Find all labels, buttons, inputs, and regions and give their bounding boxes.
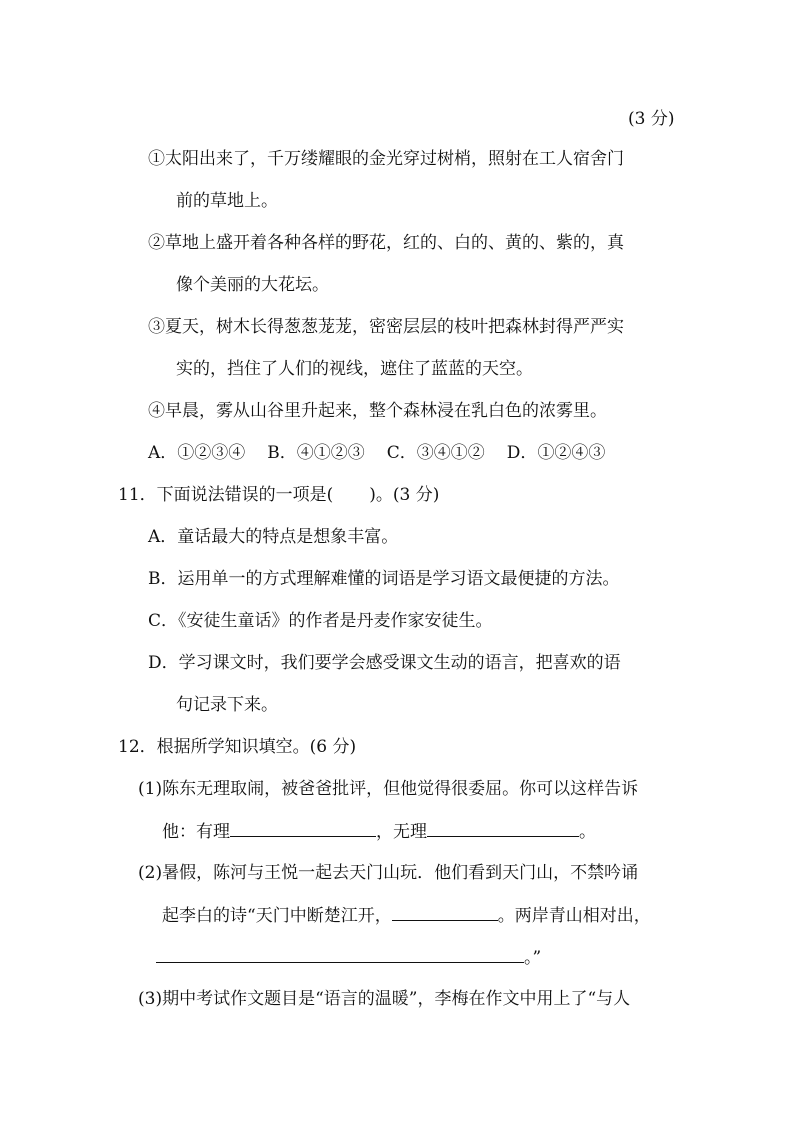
sentence-3-line-2: 实的，挡住了人们的视线，遮住了蓝蓝的天空。: [176, 359, 533, 379]
q11-number: 11．: [118, 485, 157, 505]
q11-option-b[interactable]: B．运用单一的方式理解难懂的词语是学习语文最便捷的方法。: [148, 569, 620, 589]
q11-stem: 11．下面说法错误的一项是( )。(3 分): [118, 485, 440, 505]
sentence-2-line-1: ②草地上盛开着各种各样的野花，红的、白的、黄的、紫的，真: [148, 233, 624, 253]
sentence-1-line-1: ①太阳出来了，千万缕耀眼的金光穿过树梢，照射在工人宿舍门: [148, 149, 624, 169]
q10-option-a[interactable]: A．①②③④: [148, 443, 246, 463]
sentence-1-line-2: 前的草地上。: [176, 191, 278, 211]
q10-option-b[interactable]: B．④①②③: [267, 443, 365, 463]
q11-option-d[interactable]: D．学习课文时，我们要学会感受课文生动的语言，把喜欢的语: [148, 653, 621, 673]
q12-stem: 12．根据所学知识填空。(6 分): [118, 737, 357, 757]
unreason-blank[interactable]: [427, 820, 579, 837]
q10-option-d[interactable]: D．①②④③: [506, 443, 606, 463]
q12-sub1-line-2: 他：有理 ，无理 。: [162, 822, 596, 842]
sentence-4-line-1: ④早晨，雾从山谷里升起来，整个森林浸在乳白色的浓雾里。: [148, 401, 607, 421]
question-score: (3 分): [628, 109, 675, 129]
q11-option-a[interactable]: A．童话最大的特点是想象丰富。: [148, 527, 399, 547]
reason-blank[interactable]: [230, 820, 376, 837]
q11-option-d-line-2: 句记录下来。: [176, 695, 278, 715]
sentence-3-line-1: ③夏天，树木长得葱葱茏茏，密密层层的枝叶把森林封得严严实: [148, 317, 624, 337]
sentence-2-line-2: 像个美丽的大花坛。: [176, 275, 329, 295]
q11-option-c[interactable]: C．《安徒生童话》的作者是丹麦作家安徒生。: [148, 611, 493, 631]
poem-blank-2[interactable]: [156, 946, 524, 963]
q10-option-c[interactable]: C．③④①②: [386, 443, 485, 463]
q12-sub1-line-1: (1)陈东无理取闹，被爸爸批评，但他觉得很委屈。你可以这样告诉: [138, 779, 639, 799]
q12-number: 12．: [118, 737, 157, 757]
q12-sub2-line-1: (2)暑假，陈河与王悦一起去天门山玩．他们看到天门山，不禁吟诵: [138, 863, 639, 883]
q10-options-row: [148, 442, 605, 464]
poem-blank-1[interactable]: [392, 904, 498, 921]
q12-sub2-line-3: 。”: [156, 946, 541, 969]
q12-sub2-line-2: 起李白的诗“天门中断楚江开， 。两岸青山相对出，: [162, 906, 651, 926]
q12-sub3-line-1: (3)期中考试作文题目是“语言的温暖”，李梅在作文中用上了“与人: [138, 989, 631, 1009]
